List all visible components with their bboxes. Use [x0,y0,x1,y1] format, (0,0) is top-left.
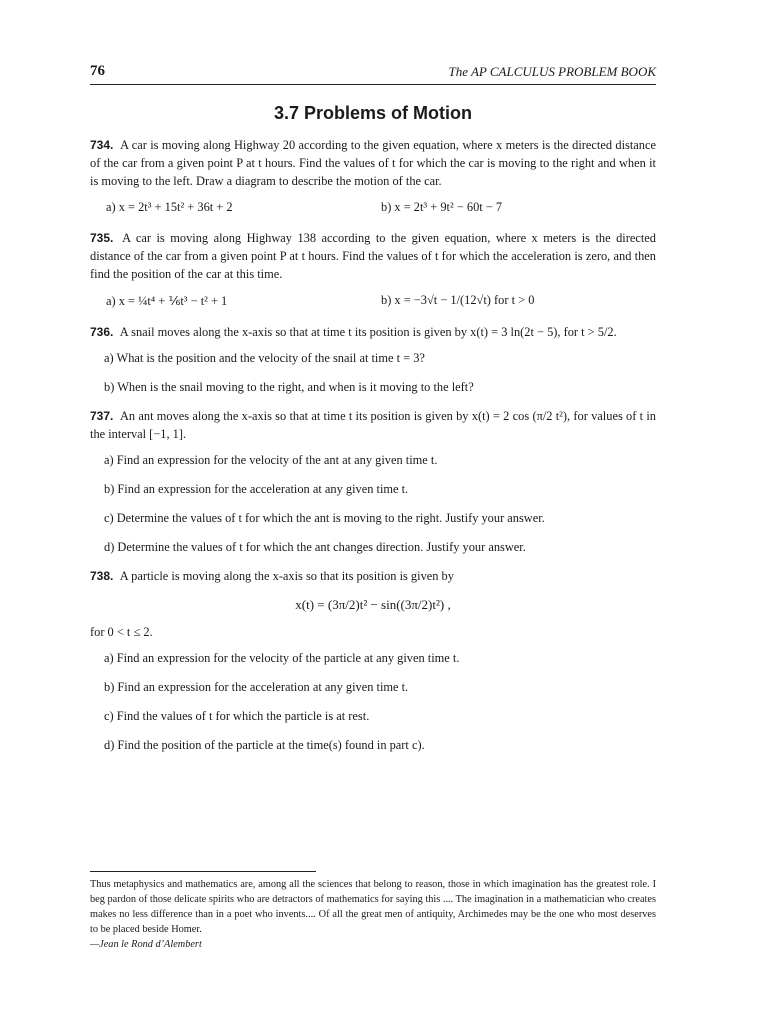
problem-text: A snail moves along the x-axis so that at time t its position is given by x(t) = 3 ln(2t − 5), for t > 5/2. [119,325,617,339]
problem-parts [106,293,656,309]
part-a: a) x = ¼t⁴ + ⅙t³ − t² + 1 [106,294,228,308]
running-title: The AP CALCULUS PROBLEM BOOK [448,64,656,79]
display-equation: x(t) = (3π/2)t² − sin((3π/2)t²) , [295,597,451,612]
footnote-rule [90,871,316,872]
part-c: c) Determine the values of t for which the ant is moving to the right. Justify your answer. [104,511,545,525]
problem-number: 735. [90,231,114,245]
footnote [90,877,656,952]
part-a: a) What is the position and the velocity of the snail at time t = 3? [104,351,425,365]
part-d: d) Find the position of the particle at the time(s) found in part c). [104,738,425,752]
part-a: a) Find an expression for the velocity of the particle at any given time t. [104,651,460,665]
part-b: b) x = −3√t − 1/(12√t) for t > 0 [381,293,535,307]
problem-text: A car is moving along Highway 20 according to the given equation, where x meters is the directed distance of the car from a given point P at t hours. Find the values of t for which the car is moving to the right and when it is moving to the left. Draw a diagram to describe the motion of the car. [90,138,657,188]
problem-734 [90,136,656,215]
page-header [90,60,656,85]
page [90,60,656,765]
problem-number: 734. [90,138,114,152]
problem-736 [90,323,656,396]
part-d: d) Determine the values of t for which the ant changes direction. Justify your answer. [104,540,526,554]
problem-738 [90,567,656,754]
problem-737 [90,407,656,556]
problem-735 [90,229,656,309]
part-b: b) x = 2t³ + 9t² − 60t − 7 [381,200,503,214]
part-c: c) Find the values of t for which the particle is at rest. [104,709,370,723]
problem-number: 736. [90,325,114,339]
part-b: b) Find an expression for the acceleration at any given time t. [104,680,409,694]
problem-text-continued: for 0 < t ≤ 2. [90,625,153,639]
problem-number: 737. [90,409,114,423]
problem-number: 738. [90,569,114,583]
footnote-attribution: —Jean le Rond d’Alembert [90,939,202,950]
problem-text: An ant moves along the x-axis so that at time t its position is given by x(t) = 2 cos (π/2 t²), for values of t in the interval [−1, 1]. [90,409,656,441]
part-a: a) x = 2t³ + 15t² + 36t + 2 [106,200,233,214]
part-a: a) Find an expression for the velocity of the ant at any given time t. [104,453,438,467]
page-number: 76 [90,63,105,79]
problem-parts [104,349,656,396]
part-b: b) When is the snail moving to the right, and when is it moving to the left? [104,380,474,394]
footnote-quote: Thus metaphysics and mathematics are, among all the sciences that belong to reason, those in which imagination has the greatest role. I beg pardon of those delicate spirits who are detractors of mathematics for saying this .... The imagination in a mathematician who creates makes no less difference than in a poet who invents.... Of all the great men of antiquity, Archimedes may be the one who most deserves to be placed beside Homer. [90,879,656,935]
problem-parts [104,649,656,754]
section-title: 3.7 Problems of Motion [273,103,473,123]
problem-parts [106,200,656,215]
problem-text: A particle is moving along the x-axis so that its position is given by [119,569,454,583]
problem-text: A car is moving along Highway 138 according to the given equation, where x meters is the directed distance of the car from a given point P at t hours. Find the values of t for which the acceleration is zero, and then find the position of the car at this time. [90,231,656,281]
part-b: b) Find an expression for the acceleration at any given time t. [104,482,409,496]
problem-parts [104,451,656,556]
